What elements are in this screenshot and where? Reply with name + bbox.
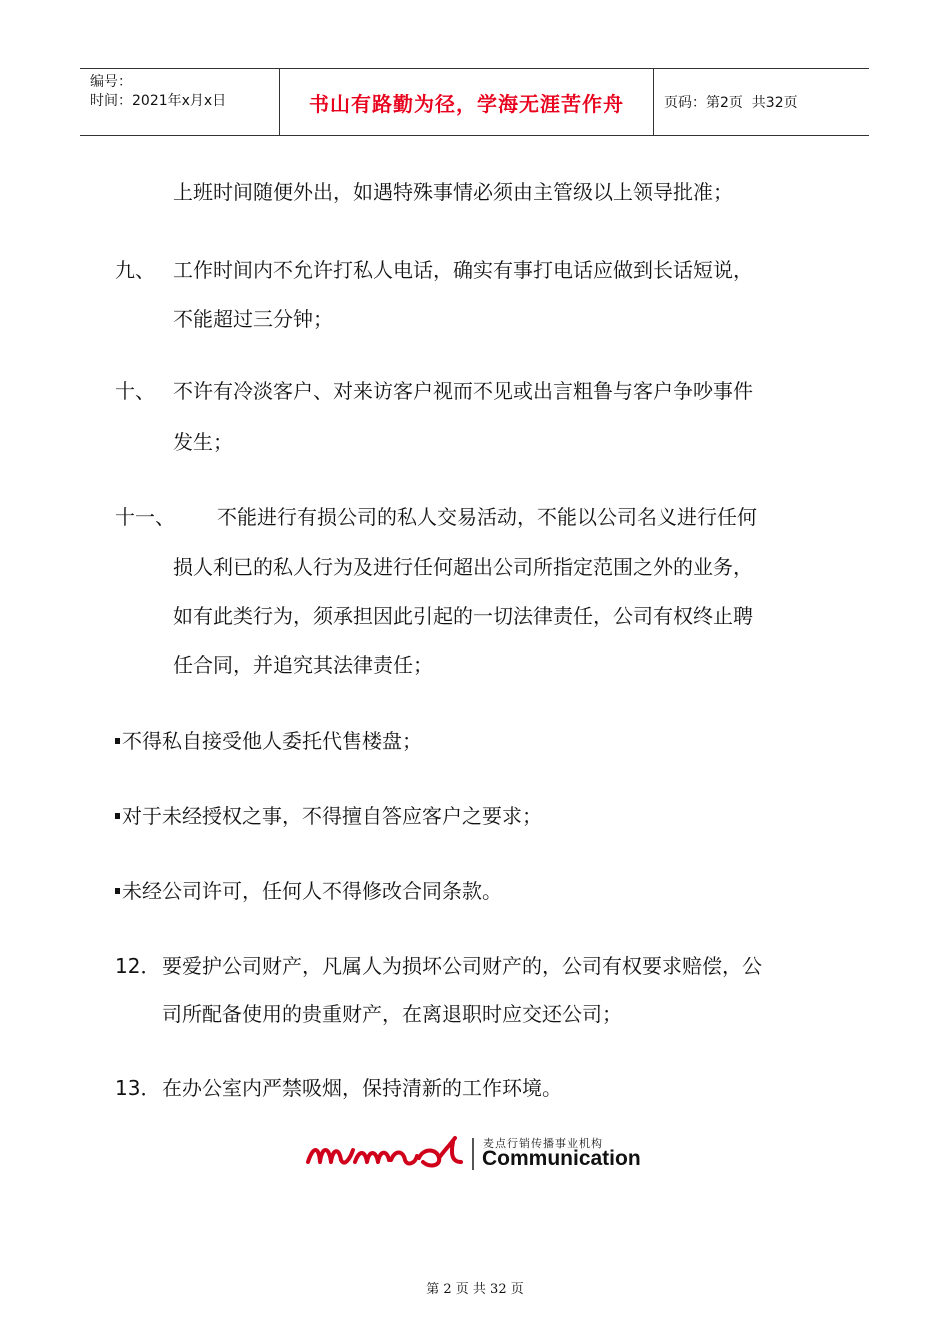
paragraph-line: 不许有冷淡客户、对来访客户视而不见或出言粗鲁与客户争吵事件 [173,379,753,403]
header-page-info [654,69,869,135]
page-header [80,68,869,136]
paragraph-line: 任合同，并追究其法律责任； [173,653,433,677]
paragraph-line: 要爱护公司财产，凡属人为损坏公司财产的，公司有权要求赔偿，公 [162,954,762,978]
paragraph-line: 在办公室内严禁吸烟，保持清新的工作环境。 [162,1076,562,1100]
header-meta [80,69,280,135]
item-number: 12． [115,954,161,978]
bullet-item [115,877,502,905]
item-number: 13． [115,1076,161,1100]
footer-page-number: 第 2 页 共 32 页 [426,1282,524,1297]
logo-chinese-text: 麦点行销传播事业机构 [483,1137,603,1150]
bullet-item [115,802,542,830]
paragraph-line: 司所配备使用的贵重财产，在离退职时应交还公司； [162,1002,622,1026]
paragraph-line: 工作时间内不允许打私人电话，确实有事打电话应做到长话短说， [173,258,753,282]
page-info-text: 页码：第2页 共32页 [664,95,798,111]
bullet-text: 对于未经授权之事，不得擅自答应客户之要求； [122,804,542,828]
item-number: 九、 [115,258,155,282]
logo-divider [472,1138,474,1170]
paragraph-line: 如有此类行为，须承担因此引起的一切法律责任，公司有权终止聘 [173,604,753,628]
company-logo [305,1132,650,1174]
time-label: 时间：2021年x月x日 [90,93,227,109]
bullet-text: 未经公司许可，任何人不得修改合同条款。 [122,879,502,903]
item-number: 十、 [115,379,155,403]
bullet-text: 不得私自接受他人委托代售楼盘； [122,729,422,753]
logo-english-text: Communication [482,1147,641,1170]
bullet-icon [115,813,120,819]
paragraph-line: 不能超过三分钟； [173,307,333,331]
paragraph-line: 上班时间随便外出，如遇特殊事情必须由主管级以上领导批准； [173,180,733,204]
paragraph-line: 损人利已的私人行为及进行任何超出公司所指定范围之外的业务， [173,555,753,579]
bullet-icon [115,738,120,744]
item-number: 十一、 [115,505,175,529]
bullet-item [115,727,422,755]
code-label: 编号： [90,74,132,90]
paragraph-line: 发生； [173,430,233,454]
page-footer [0,1278,950,1297]
mind-wordmark-logo [305,1132,465,1172]
bullet-icon [115,888,120,894]
paragraph-line: 不能进行有损公司的私人交易活动，不能以公司名义进行任何 [217,505,757,529]
header-motto: 书山有路勤为径，学海无涯苦作舟 [280,69,654,135]
